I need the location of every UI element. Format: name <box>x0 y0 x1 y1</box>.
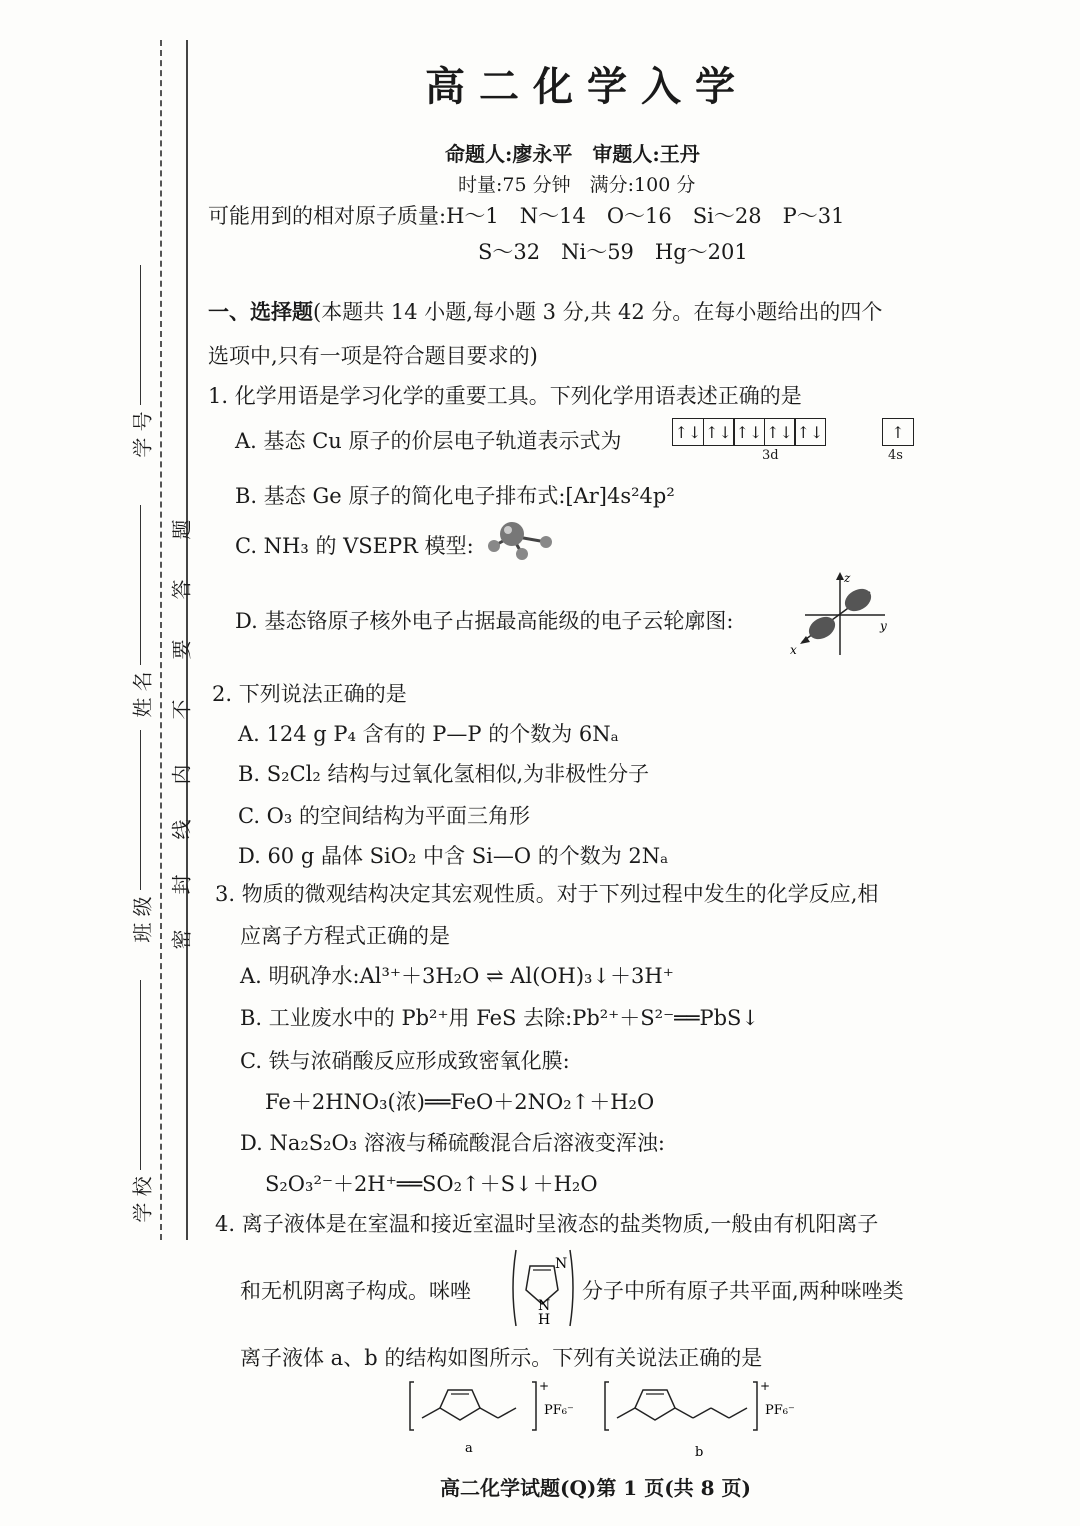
orbital-box: ↑↓ <box>703 418 735 446</box>
authors-line: 命题人:廖永平 审题人:王丹 <box>445 142 700 166</box>
imidazole-nh-label: N <box>538 1298 551 1314</box>
axis-y-label: y <box>880 619 887 633</box>
imidazole-n-label: N <box>555 1256 568 1272</box>
q3-option-b: B. 工业废水中的 Pb²⁺用 FeS 去除:Pb²⁺＋S²⁻══PbS↓ <box>240 1006 760 1030</box>
seal-char-3: 线 <box>169 819 194 840</box>
orbital-box: ↑↓ <box>672 418 704 446</box>
d-orbital-cloud-icon <box>780 570 895 660</box>
section-intro-2: 选项中,只有一项是符合题目要求的) <box>208 344 538 368</box>
q1-label-4s: 4s <box>888 448 903 463</box>
orbital-box: ↑↓ <box>764 418 796 446</box>
q4-stem-2b: 分子中所有原子共平面,两种咪唑类 <box>582 1279 904 1303</box>
section-intro-1: (本题共 14 小题,每小题 3 分,共 42 分。在每小题给出的四个 <box>313 300 883 324</box>
label-class: 班 级 <box>130 896 155 943</box>
q1-orbital-4s <box>882 418 913 446</box>
q3-option-c-1: C. 铁与浓硝酸反应形成致密氧化膜: <box>240 1049 570 1073</box>
q2-option-a: A. 124 g P₄ 含有的 P—P 的个数为 6Nₐ <box>238 722 619 746</box>
q1-label-3d: 3d <box>762 448 779 463</box>
q3-option-d-2: S₂O₃²⁻＋2H⁺══SO₂↑＋S↓＋H₂O <box>265 1172 598 1196</box>
q2-option-d: D. 60 g 晶体 SiO₂ 中含 Si—O 的个数为 2Nₐ <box>238 844 669 868</box>
q2-option-b: B. S₂Cl₂ 结构与过氧化氢相似,为非极性分子 <box>238 762 650 786</box>
q3-option-c-2: Fe＋2HNO₃(浓)══FeO＋2NO₂↑＋H₂O <box>265 1090 655 1114</box>
q4-stem-1: 4. 离子液体是在室温和接近室温时呈液态的盐类物质,一般由有机阳离子 <box>215 1212 879 1236</box>
imidazole-h-label: H <box>538 1312 551 1328</box>
blank-name <box>140 505 141 665</box>
q4-stem-3: 离子液体 a、b 的结构如图所示。下列有关说法正确的是 <box>240 1346 763 1370</box>
seal-char-2: 封 <box>169 874 194 895</box>
label-school: 学 校 <box>130 1176 155 1223</box>
q3-option-d-1: D. Na₂S₂O₃ 溶液与稀硫酸混合后溶液变浑浊: <box>240 1131 665 1155</box>
seal-char-6: 要 <box>169 639 194 660</box>
label-student-id: 学 号 <box>130 411 155 458</box>
q3-option-a: A. 明矾净水:Al³⁺＋3H₂O ⇌ Al(OH)₃↓＋3H⁺ <box>240 964 674 988</box>
section-heading <box>208 296 882 326</box>
time-score-line: 时量:75 分钟 满分:100 分 <box>458 174 696 196</box>
blank-class <box>140 730 141 890</box>
axis-x-label: x <box>790 643 797 657</box>
label-name: 姓 名 <box>130 671 155 718</box>
blank-school <box>140 980 141 1170</box>
q2-option-c: C. O₃ 的空间结构为平面三角形 <box>238 804 530 828</box>
q1-option-c: C. NH₃ 的 VSEPR 模型: <box>235 534 474 558</box>
page-title: 高二化学入学 <box>425 63 749 110</box>
seal-char-4: 内 <box>169 764 194 785</box>
q2-stem: 2. 下列说法正确的是 <box>212 682 407 706</box>
nh3-vsepr-model-icon <box>482 518 562 564</box>
ionic-liquid-a-structure <box>408 1380 578 1460</box>
orbital-box: ↑↓ <box>794 418 826 446</box>
q1-option-a: A. 基态 Cu 原子的价层电子轨道表示式为 <box>235 429 622 453</box>
anion-label-a: PF₆⁻ <box>544 1403 574 1418</box>
structure-label-b: b <box>695 1445 704 1460</box>
ionic-liquid-b-structure <box>603 1380 803 1460</box>
seal-line-dashed <box>160 40 162 1240</box>
section-title: 一、选择题 <box>208 299 313 324</box>
imidazole-structure-icon <box>508 1248 578 1328</box>
axis-z-label: z <box>844 571 851 585</box>
seal-char-1: 密 <box>169 929 194 950</box>
q1-orbital-3d <box>672 418 825 446</box>
q1-option-b: B. 基态 Ge 原子的简化电子排布式:[Ar]4s²4p² <box>235 484 675 508</box>
seal-char-7: 答 <box>169 579 194 600</box>
orbital-box: ↑ <box>882 418 914 446</box>
plus-sign: + <box>760 1380 771 1393</box>
seal-char-8: 题 <box>169 519 194 540</box>
blank-student-id <box>140 265 141 405</box>
page-footer: 高二化学试题(Q)第 1 页(共 8 页) <box>440 1476 751 1500</box>
orbital-box: ↑↓ <box>733 418 765 446</box>
plus-sign: + <box>539 1380 550 1393</box>
seal-char-5: 不 <box>169 699 194 720</box>
q1-option-d: D. 基态铬原子核外电子占据最高能级的电子云轮廓图: <box>235 609 734 633</box>
structure-label-a: a <box>465 1441 473 1456</box>
q4-stem-2a: 和无机阴离子构成。咪唑 <box>240 1279 471 1303</box>
atomic-mass-line-2: S～32 Ni～59 Hg～201 <box>478 240 748 264</box>
anion-label-b: PF₆⁻ <box>765 1403 795 1418</box>
q1-stem: 1. 化学用语是学习化学的重要工具。下列化学用语表述正确的是 <box>208 384 802 408</box>
q3-stem-1: 3. 物质的微观结构决定其宏观性质。对于下列过程中发生的化学反应,相 <box>215 882 879 906</box>
q3-stem-2: 应离子方程式正确的是 <box>240 924 450 948</box>
atomic-mass-line-1: 可能用到的相对原子质量:H～1 N～14 O～16 Si～28 P～31 <box>208 204 845 228</box>
